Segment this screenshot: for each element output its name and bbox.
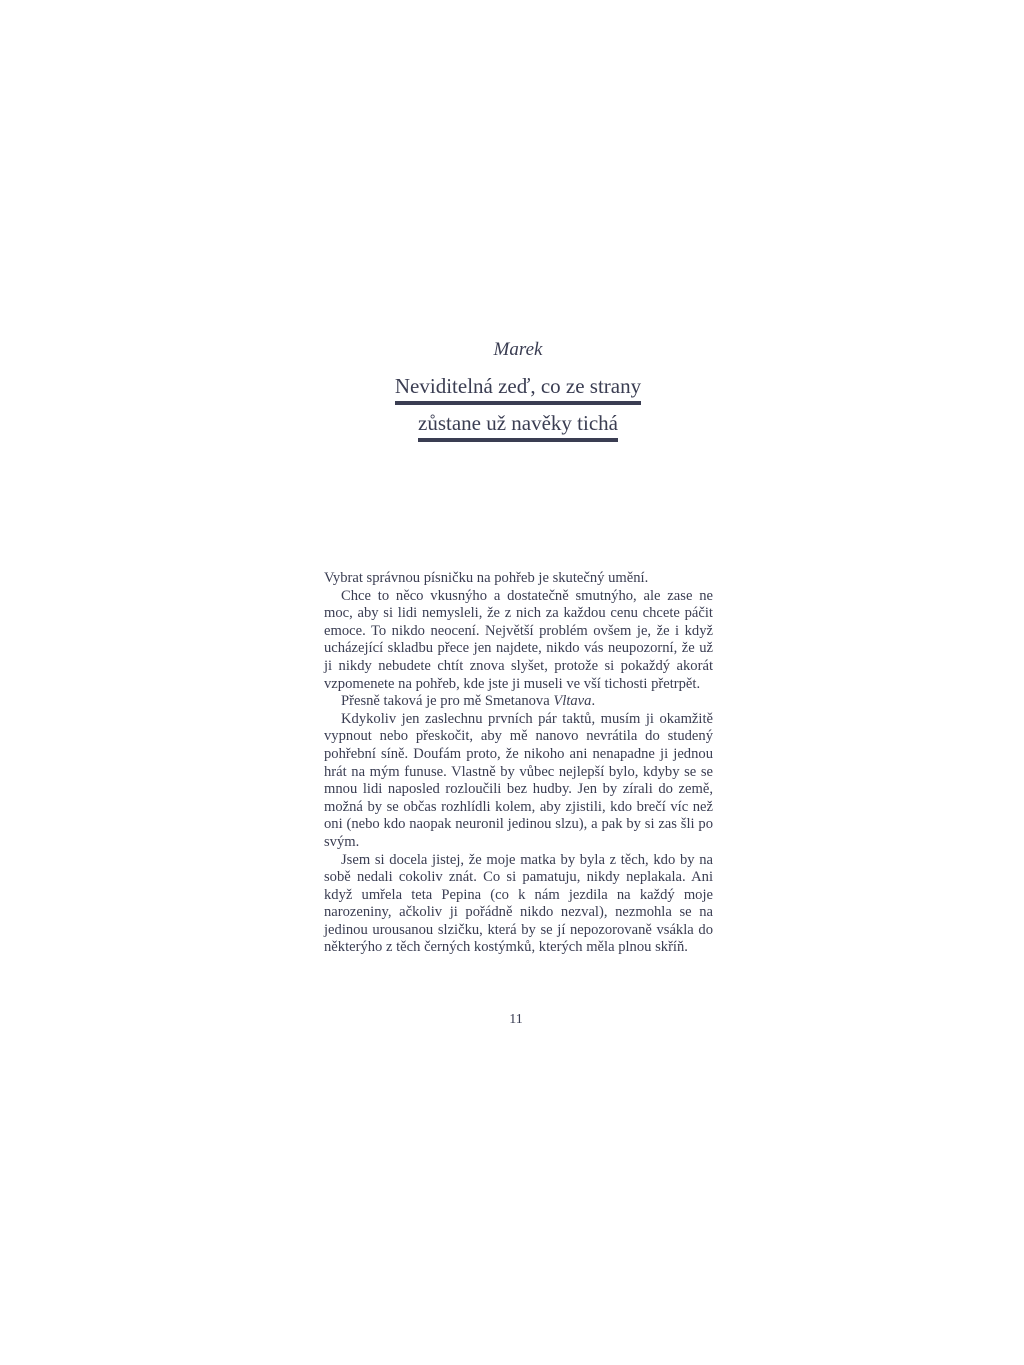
paragraph-4: Kdykoliv jen zaslechnu prvních pár taktů, musím ji okamžitě vypnout nebo přeskočit, aby mě nanovo nevrátila do studený pohřební síně. Doufám proto, že nikoho ani nenapadne ji jednou hrát na mým funuse. Vlastně by vůbec nejlepší bylo, kdyby se se mnou lidi naposled rozloučili bez hudby. Jen by zírali do země, možná by se občas rozhlídli kolem, aby zjistili, kdo brečí víc než oni (nebo kdo naopak neuronil jedinou slzu), a pak by si zas šli po svým. <box>324 710 713 850</box>
paragraph-1: Vybrat správnou písničku na pohřeb je skutečný umění. <box>324 570 649 586</box>
body-text <box>324 570 713 957</box>
paragraph-3-suffix: . <box>591 693 596 710</box>
page-number: 11 <box>509 1012 523 1027</box>
paragraph-3-prefix: Přesně taková je pro mě Smetanova <box>341 693 554 710</box>
paragraph-5: Jsem si docela jistej, že moje matka by byla z těch, kdo by na sobě nedali cokoliv znát. Co si pamatuju, nikdy neplakala. Ani když umřela teta Pepina (co k nám jezdila na každý moje narozeniny, ačkoliv ji pořádně nikdo nezval), nezmohla se na jedinou urousanou slzičku, která by se jí nepozorovaně vsákla do některýho z těch černých kostýmků, kterých měla plnou skříň. <box>324 851 713 956</box>
paragraph-3 <box>324 693 713 711</box>
work-title-vltava: Vltava <box>553 693 592 710</box>
paragraph-2: Chce to něco vkusnýho a dostatečně smutnýho, ale zase ne moc, aby si lidi nemysleli, že z nich za každou cenu chcete páčit emoce. To nikdo neocení. Největší problém ovšem je, že i když ucházející skladbu přece jen najdete, nikdo vás neupozorní, že už ji nikdy nebudete chtít znova slyšet, protože si pokaždý akorát vzpomenete na pohřeb, kde jste ji museli ve vší tichosti přetrpět. <box>324 587 713 692</box>
chapter-title-line-1: Neviditelná zeď, co ze strany <box>395 372 641 405</box>
chapter-title <box>0 372 1024 442</box>
chapter-title-line-2: zůstane už navěky tichá <box>418 409 618 442</box>
chapter-author: Marek <box>493 339 543 360</box>
